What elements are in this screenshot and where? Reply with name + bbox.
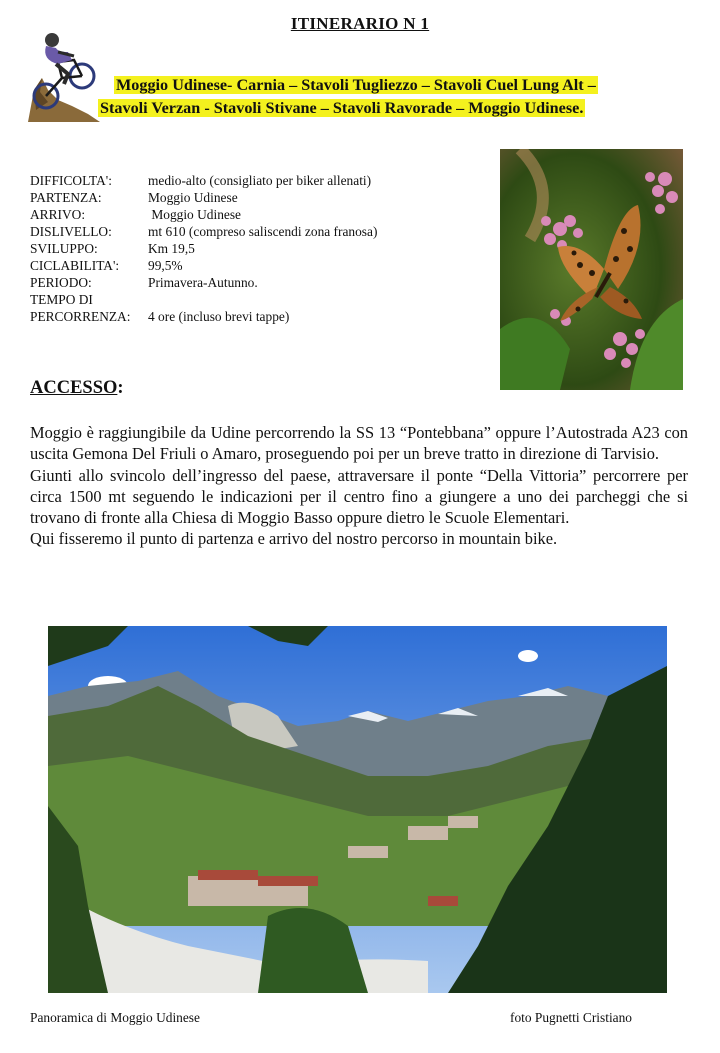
spec-value: medio-alto (consigliato per biker allenati) <box>148 173 372 188</box>
spec-value: mt 610 (compreso saliscendi zona franosa) <box>148 224 378 239</box>
spec-label: DIFFICOLTA': <box>30 173 112 188</box>
page-title: ITINERARIO N 1 <box>290 14 430 33</box>
spec-label: ARRIVO: <box>30 207 86 222</box>
spec-label: PERIODO: <box>30 275 92 290</box>
spec-value: Km 19,5 <box>148 241 195 256</box>
access-heading-text: ACCESSO <box>30 378 118 398</box>
caption-photo-title: Panoramica di Moggio Udinese <box>30 1010 200 1025</box>
spec-label: DISLIVELLO: <box>30 224 112 239</box>
route-line-2: Stavoli Verzan - Stavoli Stivane – Stavoli Ravorade – Moggio Udinese. <box>100 99 584 117</box>
paragraph: Moggio è raggiungibile da Udine percorrendo la SS 13 “Pontebbana” oppure l’Autostrada A23 con uscita Gemona Del Friuli o Amaro, proseguendo poi per un breve tratto in direzione di Tarvisio. <box>30 423 688 464</box>
spec-row-periodo <box>30 274 377 291</box>
spec-label: TEMPO DI <box>30 292 93 307</box>
spec-row-dislivello <box>30 223 377 240</box>
spec-label: PERCORRENZA: <box>30 309 131 324</box>
spec-value: Primavera-Autunno. <box>148 275 258 290</box>
access-heading <box>30 378 124 399</box>
spec-row-sviluppo <box>30 240 377 257</box>
caption-photo-credit: foto Pugnetti Cristiano <box>510 1010 632 1025</box>
spec-row-difficolta <box>30 172 377 189</box>
access-text <box>30 422 688 550</box>
spec-label: SVILUPPO: <box>30 241 98 256</box>
spec-row-arrivo <box>30 206 377 223</box>
spec-label: CICLABILITA': <box>30 258 120 273</box>
panorama-photo <box>48 626 667 993</box>
spec-row-tempo-label <box>30 291 377 308</box>
spec-row-ciclabilita <box>30 257 377 274</box>
route-line-1: Moggio Udinese- Carnia – Stavoli Tugliezzo – Stavoli Cuel Lung Alt – <box>116 76 596 94</box>
spec-value: Moggio Udinese <box>148 190 238 205</box>
spec-row-partenza <box>30 189 377 206</box>
spec-value: 99,5% <box>148 258 183 273</box>
access-heading-colon: : <box>117 378 124 398</box>
spec-value: Moggio Udinese <box>148 207 241 222</box>
paragraph: Qui fisseremo il punto di partenza e arrivo del nostro percorso in mountain bike. <box>30 529 558 549</box>
spec-label: PARTENZA: <box>30 190 102 205</box>
route-description <box>100 74 598 120</box>
paragraph: Giunti allo svincolo dell’ingresso del paese, attraversare il ponte “Della Vittoria” percorrere per circa 1500 mt seguendo le indicazioni per il centro fino a giungere a uno dei parcheggi che si trovano di fronte alla Chiesa di Moggio Basso oppure dietro le Scuole Elementari. <box>30 465 688 528</box>
specs-table <box>30 172 377 325</box>
butterfly-photo <box>500 149 683 390</box>
mountain-biker-icon <box>28 30 100 122</box>
spec-row-percorrenza <box>30 308 377 325</box>
spec-value: 4 ore (incluso brevi tappe) <box>148 309 290 324</box>
